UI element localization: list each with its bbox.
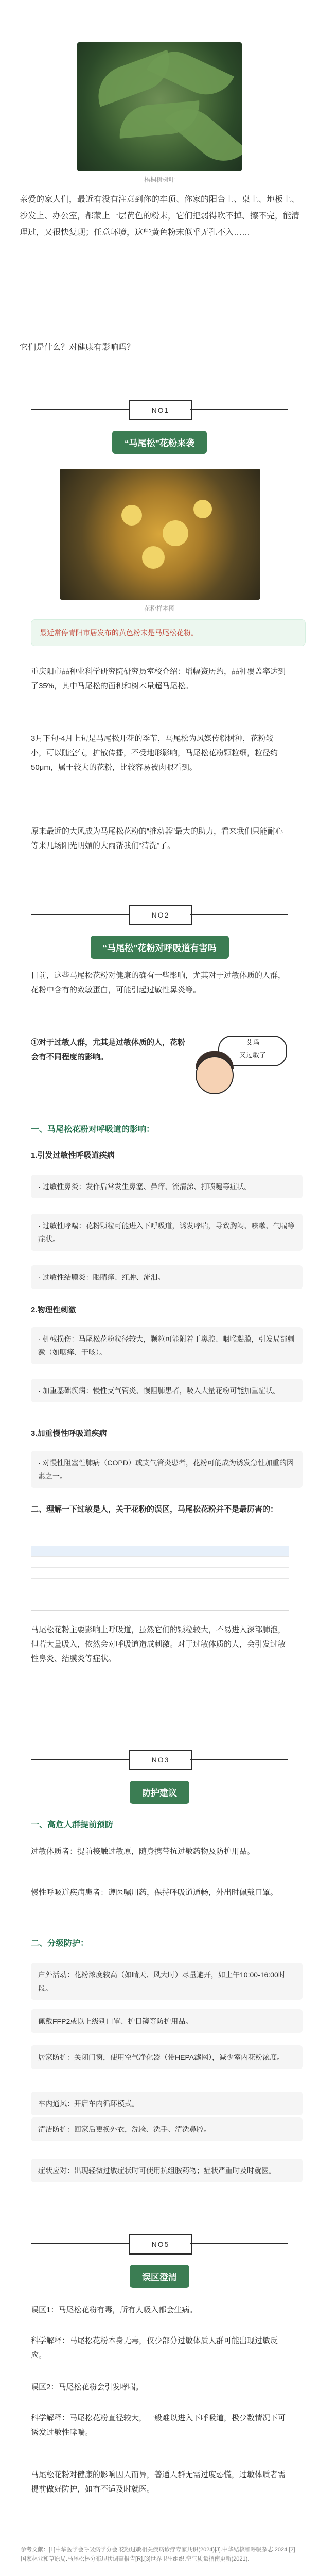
pollen-info-box xyxy=(31,619,306,646)
divider-line xyxy=(190,409,288,410)
section-number-5 xyxy=(0,2226,319,2262)
info-text: 最近常停青阳市居发布的黄色粉末是马尾松花粉。 xyxy=(40,629,198,637)
myth-paragraph: 误区2：马尾松花粉会引发哮喘。 xyxy=(31,2383,144,2392)
references-footer: 参考文献：[1]中华医学会呼吸病学分会.花粉过敏相关疾病诊疗专家共识(2024)[J].中华结核和呼吸杂志,2024.[2]国家林业和草原局.马尾松林分布现状调查报告[R].[3]世界卫生组织.空气质量指南更新(2021). xyxy=(21,2547,295,2562)
subheading: 一、高危人群提前预防 xyxy=(31,1821,114,1829)
protection-box: 车内通风：开启车内循环模式。 xyxy=(31,2092,303,2115)
allergy-cartoon xyxy=(196,1036,288,1103)
summary-paragraph: 马尾松花粉对健康的影响因人而异，普通人群无需过度恐慌，过敏体质者需提前做好防护，如有不适及时就医。 xyxy=(31,2470,286,2494)
cartoon-face xyxy=(196,1056,234,1094)
symptom-box: · 对慢性阻塞性肺病（COPD）或支气管炎患者，花粉可能成为诱发急性加重的因素之一。 xyxy=(31,1451,303,1488)
paragraph: 过敏体质者：提前接触过敏原，随身携带抗过敏药物及防护用品。 xyxy=(31,1847,255,1856)
subheading-level3: 2.物理性刺激 xyxy=(31,1306,76,1314)
symptom-box: · 加重基础疾病：慢性支气管炎、慢阻肺患者，吸入大量花粉可能加重症状。 xyxy=(31,1379,303,1402)
paragraph: 重庆阳市品种业科学研究院研究员室校介绍：增幅资历约，品种覆盖率达到了35%，其中马尾松的面积和树木量超马尾松。 xyxy=(31,667,286,690)
section-title-text: 误区澄清 xyxy=(130,2265,189,2288)
section-number-box: NO1 xyxy=(129,400,192,420)
table-row xyxy=(31,1557,289,1568)
pollen-dot xyxy=(121,505,142,526)
paragraph: 慢性呼吸道疾病患者：遵医嘱用药，保持呼吸道通畅，外出时佩戴口罩。 xyxy=(31,1888,278,1897)
section-number-box: NO2 xyxy=(129,905,192,925)
section-number-1 xyxy=(0,392,319,428)
section-number-box: NO3 xyxy=(129,1750,192,1770)
subheading: 一、马尾松花粉对呼吸道的影响： xyxy=(31,1125,155,1134)
protection-box: 居家防护：关闭门窗，使用空气净化器（带HEPA滤网），减少室内花粉浓度。 xyxy=(31,2045,303,2069)
symptom-box: · 过敏性鼻炎：发作后常发生鼻塞、鼻痒、流清涕、打喷嚏等症状。 xyxy=(31,1175,303,1198)
table-row xyxy=(31,1568,289,1579)
hero-caption: 梧桐树树叶 xyxy=(144,176,175,183)
pollen-dot xyxy=(163,520,188,546)
section-title-text: 防护建议 xyxy=(130,1781,189,1804)
divider-line xyxy=(31,409,129,410)
section-title-text: “马尾松”花粉来袭 xyxy=(112,431,207,454)
intro-question: 它们是什么？对健康有影响吗？ xyxy=(20,343,135,352)
hero-leaf-photo xyxy=(77,42,242,171)
reference-table-image xyxy=(31,1546,289,1611)
divider-line xyxy=(190,2243,288,2244)
myth-paragraph: 误区1：马尾松花粉有毒，所有人吸入都会生病。 xyxy=(31,2306,198,2314)
subheading-level3: 1.引发过敏性呼吸道疾病 xyxy=(31,1151,115,1160)
paragraph: 马尾松花粉主要影响上呼吸道，虽然它们的颗粒较大，不易进入深部肺泡，但若大量吸入，依然会对呼吸道造成刺激。对于过敏体质的人，会引发过敏性鼻炎、结膜炎等症状。 xyxy=(31,1625,286,1663)
highlight-paragraph: ①对于过敏人群，尤其是过敏体质的人，花粉会有不同程度的影响。 xyxy=(31,1038,186,1061)
table-row xyxy=(31,1600,289,1611)
symptom-box: · 过敏性结膜炎：眼睛痒、红肿、流泪。 xyxy=(31,1265,303,1289)
subheading-level3: 3.加重慢性呼吸道疾病 xyxy=(31,1429,107,1438)
divider-line xyxy=(190,914,288,915)
callout-text: 二、理解一下过敏是人，关于花粉的误区，马尾松花粉并不是最厉害的： xyxy=(31,1505,278,1514)
section-title-text: “马尾松”花粉对呼吸道有害吗 xyxy=(91,936,229,959)
section-title-1 xyxy=(0,431,319,454)
bubble-line-1: 艾玛 xyxy=(245,1039,259,1046)
divider-line xyxy=(31,2243,129,2244)
pollen-caption: 花粉样本图 xyxy=(144,605,175,612)
divider-line xyxy=(31,914,129,915)
table-row xyxy=(31,1546,289,1557)
intro-paragraph: 亲爱的家人们，最近有没有注意到你的车顶、你家的阳台上、桌上、地板上、沙发上、办公室，都蒙上一层黄色的粉末，它们把弱得吹不掉、擦不完，能清理过，又很快复现；任意环境，这些黄色粉末似乎无孔不入…… xyxy=(20,195,300,237)
subheading: 二、分级防护： xyxy=(31,1939,89,1948)
protection-box: 佩戴FFP2或以上级别口罩、护目镜等防护用品。 xyxy=(31,2009,303,2033)
fact-paragraph: 科学解释：马尾松花粉本身无毒，仅少部分过敏体质人群可能出现过敏反应。 xyxy=(31,2336,278,2360)
leaf-shape xyxy=(147,42,234,105)
protection-box: 户外活动：花粉浓度较高（如晴天、风大时）尽量避开，如上午10:00-16:00时段。 xyxy=(31,1963,303,2000)
paragraph: 目前，这些马尾松花粉对健康的确有一些影响，尤其对于过敏体质的人群，花粉中含有的致敏蛋白，可能引起过敏性鼻炎等。 xyxy=(31,971,286,994)
section-title-5 xyxy=(0,2265,319,2288)
section-title-3 xyxy=(0,1781,319,1804)
symptom-box: · 机械损伤：马尾松花粉粒径较大，颗粒可能附着于鼻腔、咽喉黏膜，引发局部刺激（如咽痒、干咳）。 xyxy=(31,1327,303,1364)
section-number-2 xyxy=(0,896,319,933)
paragraph: 原来最近的大风成为马尾松花粉的“推动器”最大的助力，看来我们只能耐心等来几场阳光明媚的大雨帮我们“清洗”了。 xyxy=(31,827,283,850)
pollen-dot xyxy=(193,500,212,518)
protection-box: 症状应对：出现轻微过敏症状时可使用抗组胺药物；症状严重时及时就医。 xyxy=(31,2159,303,2182)
table-row xyxy=(31,1579,289,1589)
paragraph: 3月下旬-4月上旬是马尾松开花的季节，马尾松为风媒传粉树种，花粉较小，可以随空气，扩散传播，不受地形影响，马尾松花粉颗粒细，粒径约50μm，属于较大的花粉，比较容易被肉眼看到。 xyxy=(31,734,278,772)
section-number-box: NO5 xyxy=(129,2234,192,2255)
divider-line xyxy=(31,1759,129,1760)
section-number-3 xyxy=(0,1741,319,1777)
section-title-2 xyxy=(0,936,319,959)
divider-line xyxy=(190,1759,288,1760)
pollen-flower-photo xyxy=(60,469,260,600)
protection-box: 清洁防护：回家后更换外衣，洗脸、洗手、清洗鼻腔。 xyxy=(31,2117,303,2141)
fact-paragraph: 科学解释：马尾松花粉直径较大，一般难以进入下呼吸道，极少数情况下可诱发过敏性哮喘。 xyxy=(31,2414,286,2437)
bubble-line-2: 又过敏了 xyxy=(239,1051,266,1059)
table-row xyxy=(31,1589,289,1600)
symptom-box: · 过敏性哮喘：花粉颗粒可能进入下呼吸道，诱发哮喘，导致胸闷、咳嗽、气喘等症状。 xyxy=(31,1214,303,1251)
pollen-dot xyxy=(142,546,165,569)
